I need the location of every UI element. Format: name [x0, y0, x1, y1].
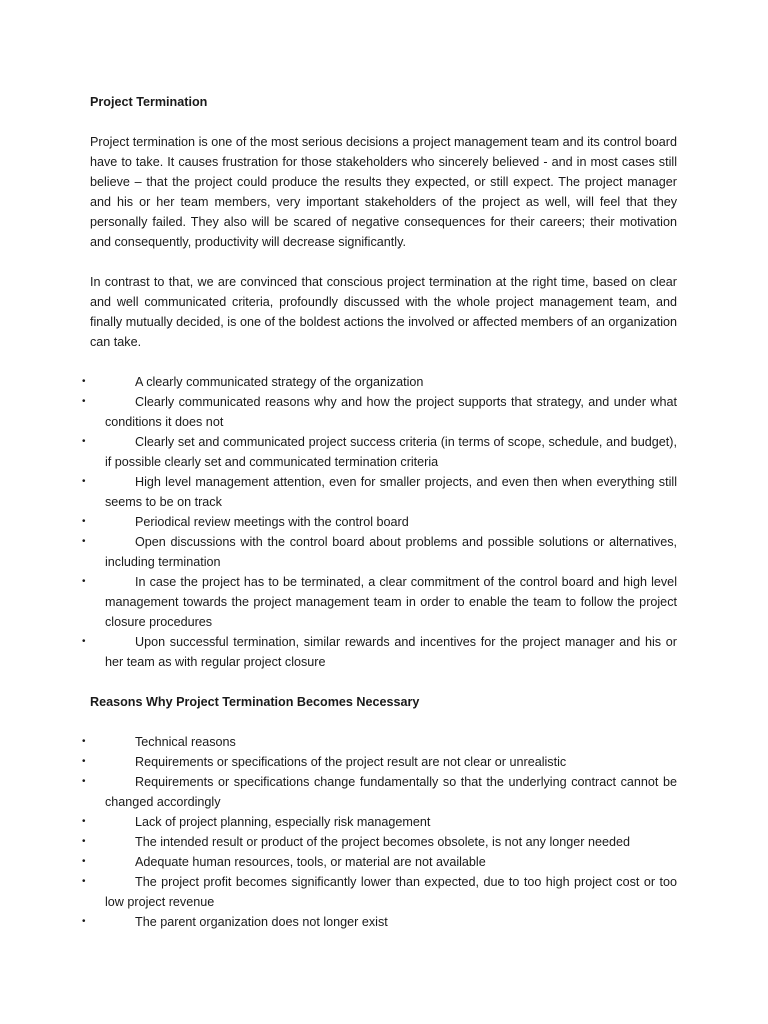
list-item-text: Adequate human resources, tools, or material are not available	[135, 855, 486, 869]
list-item	[82, 532, 677, 572]
list-item	[82, 572, 677, 632]
document-body	[82, 92, 677, 952]
list-item-text: Periodical review meetings with the control board	[135, 515, 409, 529]
bullet-icon: •	[82, 576, 86, 587]
termination-reasons-list	[82, 732, 677, 932]
bullet-icon: •	[82, 876, 86, 887]
bullet-icon: •	[82, 636, 86, 647]
list-item-text: Upon successful termination, similar rewards and incentives for the project manager and his or her team as with regular project closure	[105, 635, 677, 669]
list-item	[82, 432, 677, 472]
bullet-icon: •	[82, 776, 86, 787]
bullet-icon: •	[82, 396, 86, 407]
list-item	[82, 752, 677, 772]
list-item-text: High level management attention, even for smaller projects, and even then when everything still seems to be on track	[105, 475, 677, 509]
list-item	[82, 912, 677, 932]
list-item-text: Open discussions with the control board about problems and possible solutions or alternatives, including termination	[105, 535, 677, 569]
bullet-icon: •	[82, 376, 86, 387]
list-item-text: Requirements or specifications of the project result are not clear or unrealistic	[135, 755, 567, 769]
list-item-text: A clearly communicated strategy of the organization	[135, 375, 424, 389]
list-item	[82, 732, 677, 752]
document-title: Project Termination	[90, 95, 208, 109]
list-item	[82, 472, 677, 512]
bullet-icon: •	[82, 756, 86, 767]
list-item	[82, 852, 677, 872]
bullet-icon: •	[82, 516, 86, 527]
intro-paragraph: Project termination is one of the most serious decisions a project management team and its control board have to take. It causes frustration for those stakeholders who sincerely believed - and in most cases still believe – that the project could produce the results they expected, or still expect. The project manager and his or her team members, very important stakeholders of the project as well, will feel that they personally failed. They also will be scared of negative consequences for their careers; their motivation and consequently, productivity will decrease significantly.	[90, 135, 677, 249]
bullet-icon: •	[82, 836, 86, 847]
list-item	[82, 832, 677, 852]
list-item-text: Technical reasons	[135, 735, 236, 749]
bullet-icon: •	[82, 816, 86, 827]
bullet-icon: •	[82, 436, 86, 447]
bullet-icon: •	[82, 476, 86, 487]
bullet-icon: •	[82, 736, 86, 747]
list-item-text: The project profit becomes significantly lower than expected, due to too high project cost or too low project revenue	[105, 875, 677, 909]
list-item-text: Clearly communicated reasons why and how the project supports that strategy, and under what conditions it does not	[105, 395, 677, 429]
list-item-text: Clearly set and communicated project success criteria (in terms of scope, schedule, and budget), if possible clearly set and communicated termination criteria	[105, 435, 677, 469]
list-item	[82, 632, 677, 672]
success-factors-list	[82, 372, 677, 672]
bullet-icon: •	[82, 856, 86, 867]
bullet-icon: •	[82, 536, 86, 547]
list-item	[82, 812, 677, 832]
list-item-text: The parent organization does not longer exist	[135, 915, 388, 929]
list-item-text: Requirements or specifications change fundamentally so that the underlying contract cannot be changed accordingly	[105, 775, 677, 809]
section-title: Reasons Why Project Termination Becomes Necessary	[90, 695, 420, 709]
list-item	[82, 372, 677, 392]
bullet-icon: •	[82, 916, 86, 927]
list-item	[82, 392, 677, 432]
list-item-text: The intended result or product of the project becomes obsolete, is not any longer needed	[135, 835, 630, 849]
contrast-paragraph: In contrast to that, we are convinced that conscious project termination at the right time, based on clear and well communicated criteria, profoundly discussed with the whole project management team, and finally mutually decided, is one of the boldest actions the involved or affected members of an organization can take.	[90, 275, 677, 349]
list-item	[82, 772, 677, 812]
list-item-text: Lack of project planning, especially risk management	[135, 815, 431, 829]
list-item-text: In case the project has to be terminated, a clear commitment of the control board and high level management towards the project management team in order to enable the team to follow the project closure procedures	[105, 575, 677, 629]
list-item	[82, 512, 677, 532]
list-item	[82, 872, 677, 912]
